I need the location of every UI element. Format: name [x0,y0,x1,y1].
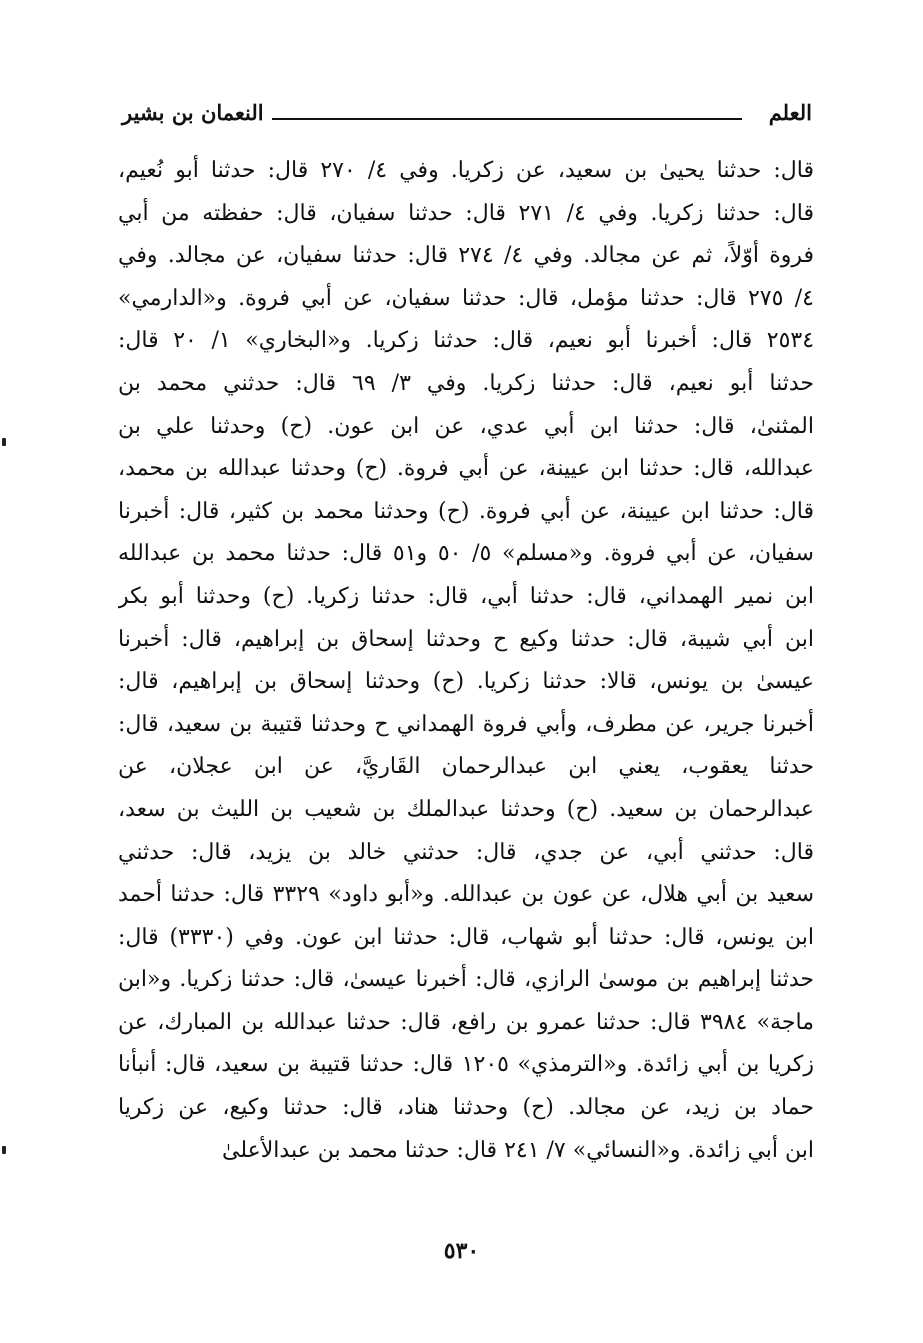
text-line: قال: حدثنا يحيىٰ بن سعيد، عن زكريا. وفي ٤/ ٢٧٠ قال: حدثنا أبو نُعيم، [118,158,814,183]
scan-mark [2,1146,6,1154]
text-line: حماد بن زيد، عن مجالد. (ح) وحدثنا هناد، قال: حدثنا وكيع، عن زكريا [118,1095,814,1121]
text-line: عبدالرحمان بن سعيد. (ح) وحدثنا عبدالملك بن شعيب بن الليث بن سعد، [118,796,814,822]
text-line: قال: حدثنا زكريا. وفي ٤/ ٢٧١ قال: حدثنا سفيان، قال: حفظته من أبي [118,200,814,226]
text-line: أخبرنا جرير، عن مطرف، وأبي فروة الهمداني ح وحدثنا قتيبة بن سعيد، قال: [118,711,814,737]
text-line: زكريا بن أبي زائدة. و«الترمذي» ١٢٠٥ قال: حدثنا قتيبة بن سعيد، قال: أنبأنا [118,1052,814,1078]
header-rule [272,118,742,120]
text-line: حدثنا إبراهيم بن موسىٰ الرازي، قال: أخبرنا عيسىٰ، قال: حدثنا زكريا. و«ابن [118,967,814,993]
scan-mark [2,438,6,446]
text-line: عيسىٰ بن يونس، قالا: حدثنا زكريا. (ح) وحدثنا إسحاق بن إبراهيم، قال: [118,669,814,695]
text-line: ٤/ ٢٧٥ قال: حدثنا مؤمل، قال: حدثنا سفيان، عن أبي فروة. و«الدارمي» [118,285,814,311]
text-line: ماجة» ٣٩٨٤ قال: حدثنا عمرو بن رافع، قال: حدثنا عبدالله بن المبارك، عن [118,1009,814,1035]
page-number: ٥٣٠ [443,1238,480,1264]
text-line: حدثنا أبو نعيم، قال: حدثنا زكريا. وفي ٣/ ٦٩ قال: حدثني محمد بن [118,370,814,396]
running-header [122,96,812,136]
narrator-title: النعمان بن بشير [122,100,264,125]
body-text [118,150,814,1172]
text-line: عبدالله، قال: حدثنا ابن عيينة، عن أبي فروة. (ح) وحدثنا عبدالله بن محمد، [118,456,814,482]
text-line: المثنىٰ، قال: حدثنا ابن أبي عدي، عن ابن عون. (ح) وحدثنا علي بن [118,413,814,439]
text-line: ٢٥٣٤ قال: أخبرنا أبو نعيم، قال: حدثنا زكريا. و«البخاري» ١/ ٢٠ قال: [118,328,814,354]
text-line: قال: حدثنا ابن عيينة، عن أبي فروة. (ح) وحدثنا محمد بن كثير، قال: أخبرنا [118,498,814,524]
text-line: فروة أوّلاً، ثم عن مجالد. وفي ٤/ ٢٧٤ قال: حدثنا سفيان، عن مجالد. وفي [118,243,814,269]
text-line: ابن أبي زائدة. و«النسائي» ٧/ ٢٤١ قال: حدثنا محمد بن عبدالأعلىٰ [222,1137,814,1163]
text-line: قال: حدثني أبي، عن جدي، قال: حدثني خالد بن يزيد، قال: حدثني [118,839,814,865]
text-line: حدثنا يعقوب، يعني ابن عبدالرحمان القَاريَّ، عن ابن عجلان، عن [118,754,814,780]
text-line: سفيان، عن أبي فروة. و«مسلم» ٥/ ٥٠ و٥١ قال: حدثنا محمد بن عبدالله [118,541,814,567]
text-line: ابن يونس، قال: حدثنا أبو شهاب، قال: حدثنا ابن عون. وفي (٣٣٣٠) قال: [118,924,814,950]
text-line: ابن نمير الهمداني، قال: حدثنا أبي، قال: حدثنا زكريا. (ح) وحدثنا أبو بكر [118,583,814,609]
text-line: سعيد بن أبي هلال، عن عون بن عبدالله. و«أبو داود» ٣٣٢٩ قال: حدثنا أحمد [118,882,814,908]
text-line: ابن أبي شيبة، قال: حدثنا وكيع ح وحدثنا إسحاق بن إبراهيم، قال: أخبرنا [118,626,814,652]
chapter-title: العلم [768,100,812,125]
